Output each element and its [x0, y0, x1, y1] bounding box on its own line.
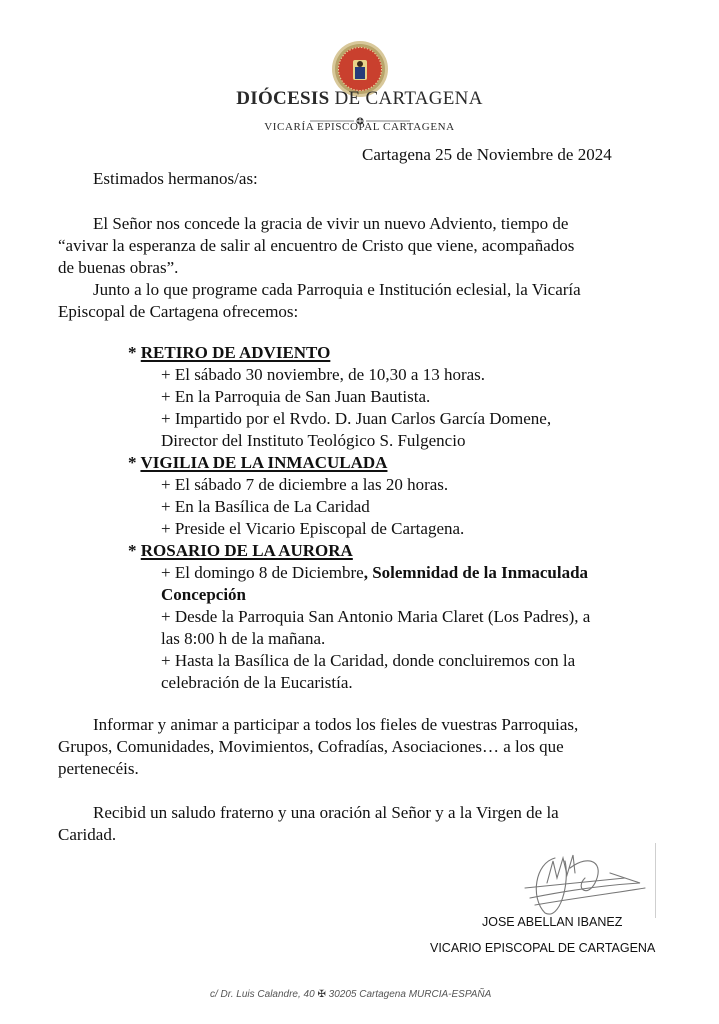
section-item: + El sábado 30 noviembre, de 10,30 a 13 horas. [161, 365, 486, 384]
section-item [161, 562, 588, 584]
paragraph-1-line: “avivar la esperanza de salir al encuentro de Cristo que viene, acompañados [58, 236, 575, 255]
section-item: + En la Parroquia de San Juan Bautista. [161, 387, 431, 406]
section-heading-retiro [128, 342, 330, 364]
section-item: + El sábado 7 de diciembre a las 20 horas. [161, 475, 449, 494]
paragraph-4-line: Recibid un saludo fraterno y una oración al Señor y a la Virgen de la [93, 803, 559, 822]
section-item-bold: , Solemnidad de la Inmaculada [363, 563, 589, 582]
section-title: RETIRO DE ADVIENTO [140, 343, 331, 362]
section-title: ROSARIO DE LA AURORA [140, 541, 353, 560]
paragraph-3-line: pertenecéis. [58, 759, 139, 778]
footer-address [210, 989, 491, 1000]
section-title: VIGILIA DE LA INMACULADA [140, 453, 388, 472]
diocese-name-rest: DE CARTAGENA [329, 88, 483, 109]
section-item-regular: + El domingo 8 de Diciembre [161, 563, 364, 582]
paragraph-2-line: Episcopal de Cartagena ofrecemos: [58, 302, 299, 321]
vicariate-name: VICARÍA EPISCOPAL CARTAGENA [264, 121, 455, 133]
section-heading-vigilia [128, 452, 387, 474]
diocese-name-bold: DIÓCESIS [236, 88, 330, 109]
section-item: las 8:00 h de la mañana. [161, 629, 326, 648]
paragraph-4-line: Caridad. [58, 825, 117, 844]
paragraph-1-line: El Señor nos concede la gracia de vivir un nuevo Adviento, tiempo de [93, 214, 569, 233]
date-line: Cartagena 25 de Noviembre de 2024 [362, 145, 612, 164]
section-bullet: * [128, 343, 141, 362]
paragraph-1-line: de buenas obras”. [58, 258, 179, 277]
signature-frame-divider [655, 843, 656, 918]
signatory-role: VICARIO EPISCOPAL DE CARTAGENA [430, 941, 656, 955]
footer-address-street: c/ Dr. Luis Calandre, 40 [210, 989, 318, 1000]
paragraph-2-line: Junto a lo que programe cada Parroquia e Institución eclesial, la Vicaría [93, 280, 581, 299]
section-item: + En la Basílica de La Caridad [161, 497, 370, 516]
footer-address-city: 30205 Cartagena MURCIA-ESPAÑA [325, 989, 492, 1000]
section-item: + Preside el Vicario Episcopal de Cartagena. [161, 519, 465, 538]
section-item: + Desde la Parroquia San Antonio Maria Claret (Los Padres), a [161, 607, 591, 626]
section-item-bold: Concepción [161, 585, 246, 604]
section-heading-rosario [128, 540, 353, 562]
paragraph-3-line: Grupos, Comunidades, Movimientos, Cofradías, Asociaciones… a los que [58, 737, 564, 756]
section-item: + Impartido por el Rvdo. D. Juan Carlos García Domene, [161, 409, 552, 428]
section-item: + Hasta la Basílica de la Caridad, donde concluiremos con la [161, 651, 576, 670]
section-item: Director del Instituto Teológico S. Fulgencio [161, 431, 466, 450]
cross-icon: ✠ [317, 989, 326, 1000]
diocese-name [0, 88, 719, 110]
paragraph-3-line: Informar y animar a participar a todos los fieles de vuestras Parroquias, [93, 715, 579, 734]
handwritten-signature-icon [515, 843, 655, 923]
section-bullet: * [128, 541, 141, 560]
section-bullet: * [128, 453, 141, 472]
signatory-name: JOSE ABELLAN IBANEZ [482, 915, 623, 929]
section-item: celebración de la Eucaristía. [161, 673, 353, 692]
greeting: Estimados hermanos/as: [93, 169, 258, 188]
